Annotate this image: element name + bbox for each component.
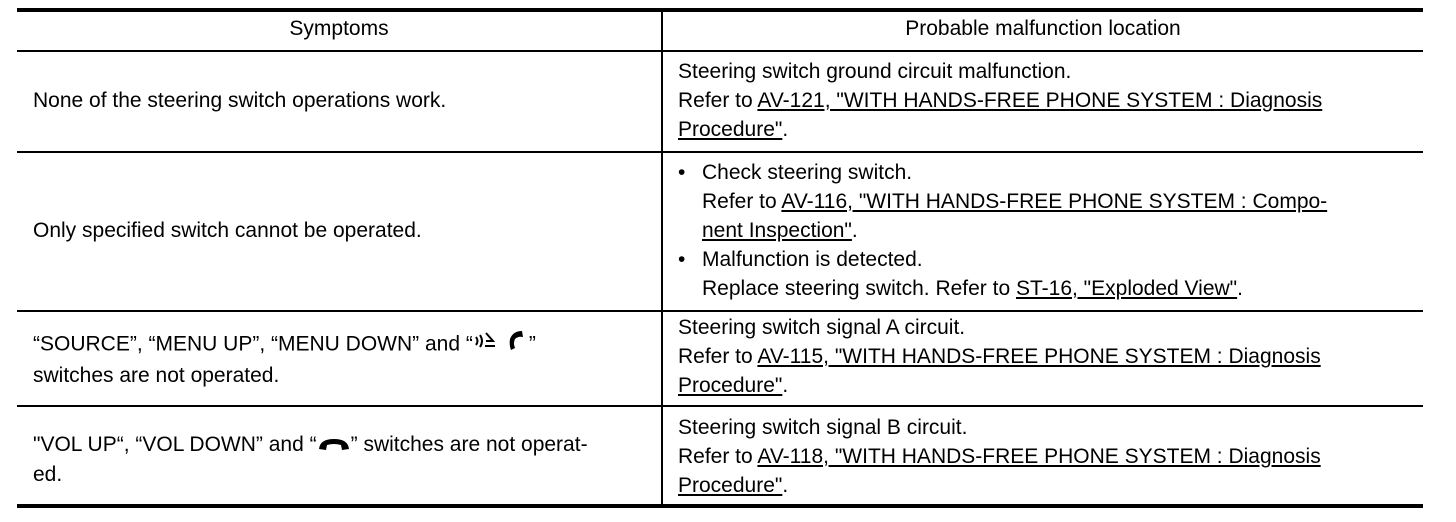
phone-pickup-icon (505, 329, 529, 361)
table-top-border (17, 8, 1423, 12)
row2-bullet1: • Check steering switch. Refer to AV-116, "WITH HANDS-FREE PHONE SYSTEM : Compo- nent Inspection". (678, 161, 1328, 242)
row2-symptom: Only specified switch cannot be operated. (33, 219, 422, 242)
row1-link-cont[interactable]: Procedure" (678, 118, 783, 141)
phone-hangup-icon (317, 431, 351, 460)
row1-link[interactable]: AV-121, "WITH HANDS-FREE PHONE SYSTEM : Diagnosis (757, 89, 1323, 112)
table-bottom-border (17, 504, 1423, 508)
row4-link[interactable]: AV-118, "WITH HANDS-FREE PHONE SYSTEM : Diagnosis (757, 445, 1321, 468)
row-divider (17, 405, 1423, 407)
row-divider (17, 50, 1423, 52)
row3-desc: Steering switch signal A circuit. (678, 316, 966, 339)
row-divider (17, 151, 1423, 153)
row1-desc: Steering switch ground circuit malfunction. (678, 60, 1072, 83)
voice-talk-icon (473, 329, 499, 361)
header-location: Probable malfunction location (905, 17, 1181, 40)
row4-symptom: "VOL UP“, “VOL DOWN” and “ ” switches are not operat- ed. (33, 430, 653, 489)
row3-location: Steering switch signal A circuit. Refer to AV-115, "WITH HANDS-FREE PHONE SYSTEM : Diagnosis Procedure". (678, 313, 1418, 400)
row2-link-cont[interactable]: nent Inspection" (702, 219, 852, 242)
column-divider (661, 8, 663, 508)
row2-link2[interactable]: ST-16, "Exploded View" (1015, 277, 1238, 300)
row3-link[interactable]: AV-115, "WITH HANDS-FREE PHONE SYSTEM : Diagnosis (757, 345, 1321, 368)
row1-location: Steering switch ground circuit malfunction. Refer to AV-121, "WITH HANDS-FREE PHONE SYSTEM : Diagnosis Procedure". (678, 57, 1418, 144)
row4-desc: Steering switch signal B circuit. (678, 416, 968, 439)
row1-symptom: None of the steering switch operations work. (33, 89, 447, 112)
row2-link[interactable]: AV-116, "WITH HANDS-FREE PHONE SYSTEM : Compo- (781, 190, 1328, 213)
row1-ref: Refer to AV-121, "WITH HANDS-FREE PHONE SYSTEM : Diagnosis (678, 89, 1323, 112)
row4-location: Steering switch signal B circuit. Refer to AV-118, "WITH HANDS-FREE PHONE SYSTEM : Diagnosis Procedure". (678, 413, 1418, 500)
row3-link-cont[interactable]: Procedure" (678, 374, 783, 397)
row-divider (17, 310, 1423, 312)
row4-link-cont[interactable]: Procedure" (678, 474, 783, 497)
row2-bullet2: • Malfunction is detected. Replace steering switch. Refer to ST-16, "Exploded View". (678, 248, 1243, 300)
row2-location (678, 158, 1418, 303)
row3-symptom: “SOURCE”, “MENU UP”, “MENU DOWN” and “ ” switches are not operated. (33, 329, 653, 390)
header-symptoms: Symptoms (289, 17, 389, 40)
